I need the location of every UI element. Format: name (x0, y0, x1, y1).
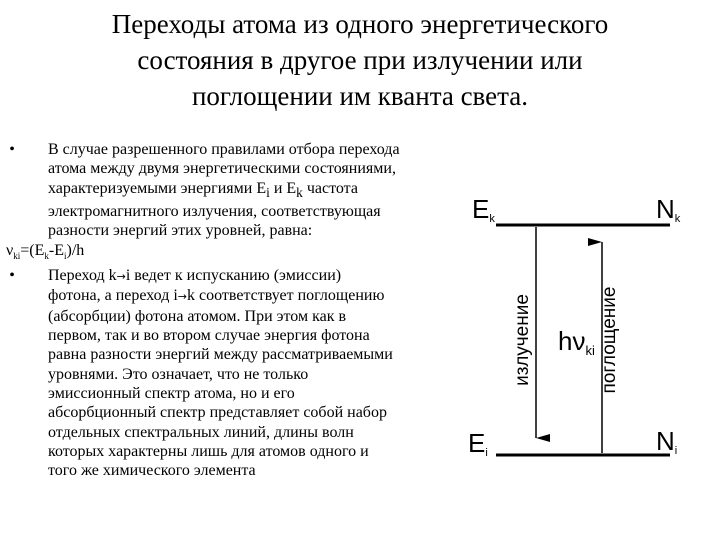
emission-vertical-label: излучение (512, 294, 533, 386)
formula-fragment: =(E (20, 241, 45, 259)
text-fragment: частота (302, 179, 358, 197)
energy-level-diagram (460, 170, 720, 490)
arrow-right-icon: → (116, 270, 126, 284)
paragraph2-line-3: (абсорбции) фотона атомом. При этом как в (48, 307, 347, 325)
subscript-k: k (296, 184, 303, 200)
paragraph2-line-5: равна разности энергий между рассматриваемыми (48, 346, 393, 364)
formula-fragment: )/h (66, 241, 85, 259)
text-fragment: фотона, а переход i (48, 287, 178, 305)
paragraph2-line-9: отдельных спектральных линий, длины волн (48, 423, 354, 441)
text-fragment: i ведет к испусканию (эмиссии) (125, 267, 342, 285)
bullet-marker: • (9, 267, 15, 285)
paragraph1-line-1: В случае разрешенного правилами отбора перехода (48, 141, 400, 158)
paragraph2-line-8: абсорбционный спектр представляет собой набор (48, 404, 387, 422)
text-fragment: характеризуемыми энергиями E (48, 179, 267, 197)
frequency-formula (6, 241, 446, 266)
upper-population-label: Nk (656, 194, 681, 225)
paragraph-emission-absorption (6, 266, 446, 480)
subscript-i: i (63, 250, 67, 261)
paragraph2-line-2 (48, 286, 446, 306)
arrow-right-icon: → (177, 290, 187, 304)
paragraph1-line-3 (48, 179, 446, 202)
lower-population-label: Ni (656, 426, 678, 457)
title-line-2: состояния в другое при излучении или (137, 45, 583, 75)
paragraph2-line-7: эмиссионный спектр атома, но и его (48, 384, 295, 402)
paragraph-selection-rules (6, 140, 446, 241)
paragraph2-line-6: уровнями. Это означает, что не только (48, 365, 309, 383)
paragraph1-line-4: электромагнитного излучения, соответствующая (48, 203, 381, 221)
photon-energy-label: hνki (558, 326, 595, 358)
text-fragment: k соответствует поглощению (187, 287, 385, 305)
paragraph2-line-11: того же химического элемента (48, 462, 256, 480)
subscript-k: k (44, 250, 49, 261)
lower-energy-label: Ei (468, 428, 488, 459)
nu-symbol: ν (6, 241, 14, 259)
bullet-marker: • (9, 141, 15, 158)
slide-title (60, 6, 660, 114)
text-fragment: и E (269, 179, 297, 197)
paragraph2-line-4: первом, так и во втором случае энергия фотона (48, 327, 370, 345)
absorption-vertical-label: поглощение (599, 286, 620, 394)
paragraph2-line-1 (48, 266, 446, 286)
upper-energy-label: Ek (472, 194, 495, 225)
formula-line (6, 241, 446, 266)
subscript-i: i (266, 184, 270, 200)
energy-level-svg (460, 170, 720, 490)
title-line-1: Переходы атома из одного энергетического (111, 9, 609, 39)
paragraph1-line-2: атома между двумя энергетическими состояниями, (48, 160, 396, 178)
text-fragment: Переход k (48, 267, 117, 285)
formula-fragment: -E (48, 241, 64, 259)
subscript-ki: ki (13, 250, 21, 261)
paragraph2-line-10: которых характерны лишь для атомов одного и (48, 442, 369, 460)
title-line-3: поглощении им кванта света. (191, 81, 528, 111)
body-text (6, 140, 446, 480)
paragraph1-line-5: разности энергий этих уровней, равна: (48, 222, 313, 240)
